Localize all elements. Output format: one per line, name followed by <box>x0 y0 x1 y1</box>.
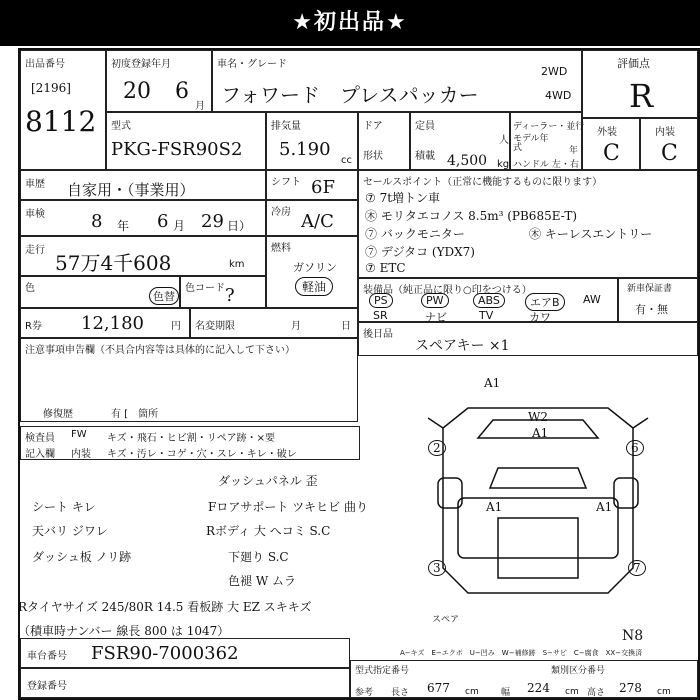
fuel-gasoline: ガソリン <box>293 261 337 274</box>
reg-month-unit: 月 <box>195 101 205 112</box>
diagram-mark: A1 <box>484 376 501 390</box>
diagram-spare: スペア <box>432 615 460 625</box>
drive-2wd: 2WD <box>541 65 568 78</box>
diagram-mark: 7 <box>628 560 646 576</box>
equip-aw: AW <box>583 293 601 306</box>
recycle-unit: 円 <box>171 321 181 332</box>
selling-keyless: ㊍ キーレスエントリー <box>529 227 653 241</box>
defect-row-1: キズ・飛石・ヒビ割・リペア跡・×要 <box>107 433 275 444</box>
width-unit: cm <box>565 687 579 697</box>
entry-label: 記入欄 <box>25 449 55 460</box>
after-value: スペアキー ×1 <box>415 338 510 354</box>
width-value: 224 <box>527 681 550 695</box>
inner-label: 内装 <box>71 449 91 460</box>
int-value: C <box>661 141 678 166</box>
color-value: 色替 <box>149 287 179 305</box>
dimension-cell <box>350 660 698 698</box>
int-cell <box>640 118 698 170</box>
mileage-cell <box>20 236 266 276</box>
recycle-value: 12,180 <box>81 313 144 334</box>
ac-value: A/C <box>301 211 334 232</box>
shift-value: 6F <box>311 177 335 198</box>
usage-label: 車歴 <box>25 179 45 190</box>
repair-value: 有 [ 箇所 <box>111 409 159 420</box>
defect-row-2: キズ・汚レ・コゲ・穴・スレ・キレ・破レ <box>107 449 297 460</box>
remark-line: Fロアサポート ツキヒビ 曲り <box>208 500 368 514</box>
nameperiod-label: 名変期限 <box>195 321 235 332</box>
door-cell <box>358 112 410 170</box>
reg-cell <box>106 50 212 112</box>
auction-sheet <box>18 48 700 700</box>
inspector-label: 検査員 <box>25 433 55 444</box>
equip-leather: カワ <box>529 311 551 324</box>
equip-navi: ナビ <box>425 311 447 324</box>
reg-month: 6 <box>175 79 189 104</box>
fuel-label: 燃料 <box>271 243 291 254</box>
fuel-diesel: 軽油 <box>295 277 333 296</box>
car-name: フォワード プレスパッカー <box>221 83 479 107</box>
fuel-cell <box>266 236 358 308</box>
equipment-cell <box>358 278 618 322</box>
after-label: 後日品 <box>363 329 393 340</box>
reg-label: 初度登録年月 <box>111 59 171 70</box>
capacity-label: 定員 <box>415 121 435 132</box>
equip-sr: SR <box>373 309 388 322</box>
model-year-label: モデル年式 <box>513 134 549 153</box>
int-label: 内装 <box>655 127 675 138</box>
color-label: 色 <box>25 283 35 294</box>
unit-month: 月 <box>173 219 186 233</box>
model-value: PKG-FSR90S2 <box>111 139 243 160</box>
day-unit: 日 <box>341 321 351 332</box>
warranty-value: 有・無 <box>635 303 668 316</box>
score-label: 評価点 <box>617 57 650 70</box>
equip-pw: PW <box>421 293 449 308</box>
month-unit: 月 <box>291 321 301 332</box>
shape-label: 形状 <box>363 151 383 162</box>
year-unit: 年 <box>569 146 579 156</box>
equip-airbag: エアB <box>525 293 565 311</box>
recycle-cell <box>20 308 190 338</box>
capacity-unit: 人 <box>499 135 509 146</box>
diagram-mark: A1 <box>486 500 503 514</box>
regnum-label: 登録番号 <box>27 681 67 692</box>
load-label: 積載 <box>415 151 435 162</box>
load-value: 4,500 <box>447 153 488 169</box>
len-unit: cm <box>465 687 479 697</box>
ext-cell <box>582 118 640 170</box>
inspect-month: 6 <box>157 211 169 232</box>
chassis-label: 車台番号 <box>27 651 67 662</box>
usage-value: 自家用・（事業用） <box>67 181 195 199</box>
remark-line: ダッシュ板 ノリ跡 <box>32 550 132 564</box>
shift-label: シフト <box>271 177 301 188</box>
mileage-value: 57万4千608 <box>55 251 172 275</box>
mileage-label: 走行 <box>25 245 45 256</box>
ac-cell <box>266 200 358 236</box>
lot-sub: [2196] <box>31 81 71 95</box>
lot-number: 8112 <box>25 105 97 138</box>
remark-line: ダッシュパネル 歪 <box>218 474 318 488</box>
remark-line: 下廻り S.C <box>228 550 289 564</box>
selling-item: ⑦ デジタコ (YDX7) <box>365 245 475 259</box>
selling-item: ⑦ ETC <box>365 261 406 275</box>
equip-tv: TV <box>479 309 494 322</box>
height-unit: cm <box>657 687 671 697</box>
score-value: R <box>629 77 654 115</box>
unit-year: 年 <box>117 219 130 233</box>
score-cell <box>582 50 698 118</box>
mileage-unit: km <box>229 259 245 270</box>
fw-label: FW <box>71 429 87 440</box>
width-label: 幅 <box>501 688 511 698</box>
first-listing-banner: ★初出品★ <box>0 0 700 46</box>
notes-label: 注意事項申告欄（不具合内容等は具体的に記入して下さい） <box>25 345 295 356</box>
equip-ps: PS <box>369 293 393 308</box>
model-label: 型式 <box>111 121 131 132</box>
dealer-label: ディーラー・並行 <box>513 122 585 132</box>
name-cell <box>212 50 582 112</box>
remark-line: 色褪 W ムラ <box>228 574 296 588</box>
notes-cell <box>20 338 358 422</box>
remark-line: シート キレ <box>32 500 96 514</box>
diagram-mark: 3 <box>428 560 446 576</box>
color-code-label: 色コード <box>185 283 225 294</box>
inspect-label: 車検 <box>25 209 45 220</box>
diagram-mark: 2 <box>428 440 446 456</box>
after-cell <box>358 322 698 356</box>
selling-item: ⑦ バックモニター <box>365 227 465 241</box>
disp-value: 5.190 <box>279 139 331 160</box>
damage-legend: A−キズ E−エクボ U−凹み W−補修跡 S−サビ C−腐食 XX−交換済 <box>400 649 643 657</box>
capacity-cell <box>410 112 510 170</box>
remark-line: 天バリ ジワレ <box>32 524 108 538</box>
nameperiod-cell <box>190 308 358 338</box>
selling-item: ㊍ モリタエコノス 8.5m³ (PB685E-T) <box>365 209 578 223</box>
usage-cell <box>20 170 266 200</box>
class-label: 類別区分番号 <box>551 666 606 676</box>
disp-label: 排気量 <box>271 121 301 132</box>
shift-cell <box>266 170 358 200</box>
remark-line: （積車時ナンバー 線長 800 は 1047） <box>18 624 230 638</box>
dealer-cell <box>510 112 585 170</box>
drive-4wd: 4WD <box>545 89 572 102</box>
height-value: 278 <box>619 681 642 695</box>
disp-cell <box>266 112 358 170</box>
inspector-sign: N8 <box>622 628 644 644</box>
inspect-cell <box>20 200 266 236</box>
reg-year: 20 <box>123 79 151 104</box>
model-spec-label: 型式指定番号 <box>355 666 410 676</box>
regnum-cell <box>20 668 350 698</box>
repair-label: 修復歴 <box>43 409 73 420</box>
len-label: 長さ <box>391 688 410 698</box>
color-code-value: ? <box>225 285 235 306</box>
warranty-label: 新車保証書 <box>627 284 673 294</box>
warranty-cell <box>618 278 698 322</box>
len-value: 677 <box>427 681 450 695</box>
ext-label: 外装 <box>597 127 617 138</box>
unit-day: 日） <box>227 219 252 233</box>
disp-unit: cc <box>341 155 352 166</box>
load-unit: kg <box>497 159 510 170</box>
handle-label: ハンドル 左・右 <box>513 160 579 170</box>
selling-label: セールスポイント（正常に機能するものに限ります） <box>363 177 603 188</box>
recycle-label: R券 <box>25 321 42 332</box>
diagram-mark: A1 <box>532 426 549 440</box>
color-cell <box>20 276 180 308</box>
inspector-cell <box>20 426 360 460</box>
equipment-label: 装備品（純正品に限り○印をつける） <box>363 285 532 296</box>
remark-line: Rタイヤサイズ 245/80R 14.5 看板跡 大 EZ スキキズ <box>18 600 312 614</box>
door-label: ドア <box>363 121 383 132</box>
equip-abs: ABS <box>473 293 505 308</box>
ext-value: C <box>603 141 620 166</box>
name-label: 車名・グレード <box>217 59 287 70</box>
diagram-mark: A1 <box>596 500 613 514</box>
model-cell <box>106 112 266 170</box>
diagram-mark: 6 <box>626 440 644 456</box>
inspect-year: 8 <box>91 211 103 232</box>
color-code-cell <box>180 276 266 308</box>
diagram-mark: W2 <box>528 410 548 424</box>
ref-label: 参考 <box>355 688 374 698</box>
vehicle-damage-diagram <box>398 368 678 628</box>
selling-item: ⑦ 7t増トン車 <box>365 191 441 205</box>
selling-cell <box>358 170 698 278</box>
ac-label: 冷房 <box>271 207 291 218</box>
chassis-value: FSR90-7000362 <box>91 643 239 664</box>
height-label: 高さ <box>587 688 606 698</box>
lot-label: 出品番号 <box>25 59 65 70</box>
inspect-day: 29 <box>201 211 224 232</box>
lot-cell <box>20 50 106 170</box>
remark-line: Rボディ 大 へコミ S.C <box>206 524 331 538</box>
chassis-cell <box>20 638 350 668</box>
